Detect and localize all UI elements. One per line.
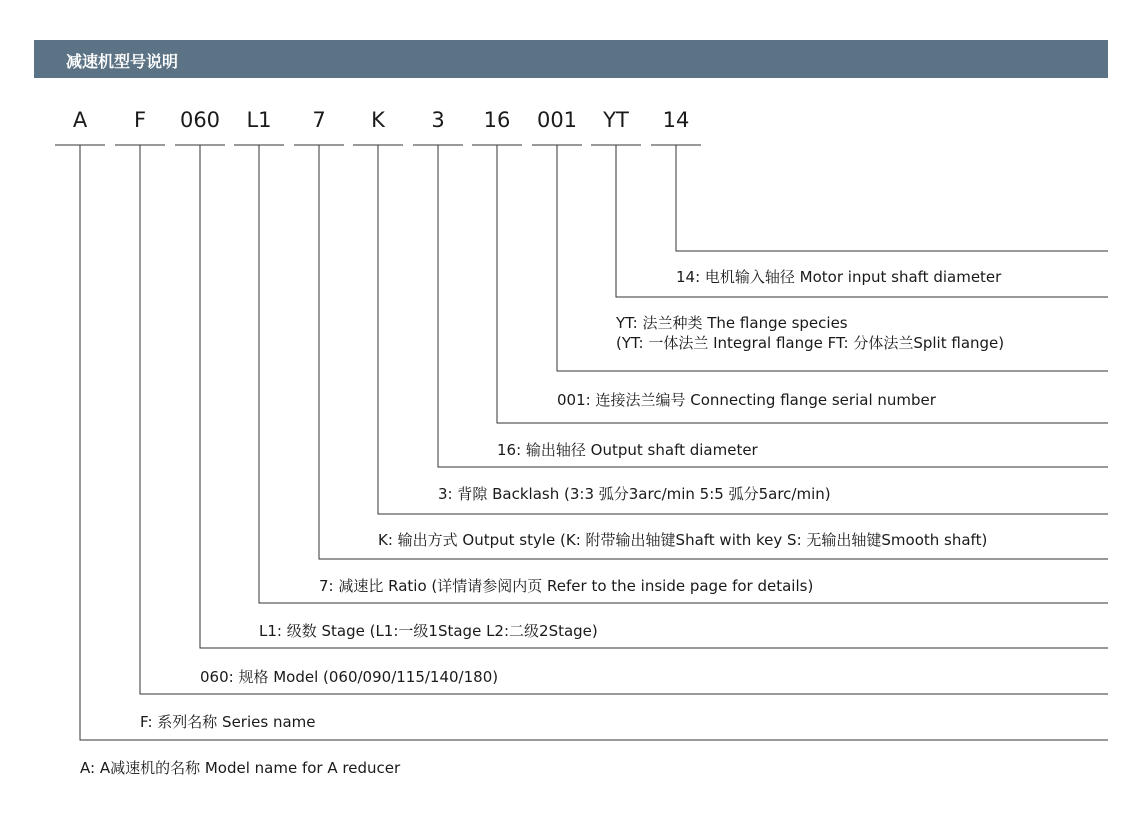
code-segment-model: 060 — [179, 108, 221, 132]
code-segment-stage: L1 — [246, 108, 272, 132]
description-model: 060: 规格 Model (060/090/115/140/180) — [200, 668, 499, 686]
description-name: A: A减速机的名称 Model name for A reducer — [80, 759, 401, 777]
code-segment-output-shaft: 16 — [483, 108, 511, 132]
description-stage: L1: 级数 Stage (L1:一级1Stage L2:二级2Stage) — [259, 622, 598, 640]
code-segment-ratio: 7 — [312, 108, 326, 132]
description-output-style: K: 输出方式 Output style (K: 附带输出轴键Shaft with key S: 无输出轴键Smooth shaft) — [378, 531, 988, 549]
code-segment-output-style: K — [371, 108, 385, 132]
page-title: 减速机型号说明 — [66, 52, 179, 71]
description-flange-species: YT: 法兰种类 The flange species — [616, 314, 848, 332]
description-flange-serial: 001: 连接法兰编号 Connecting flange serial number — [557, 391, 936, 409]
code-segment-backlash: 3 — [431, 108, 445, 132]
description-backlash: 3: 背隙 Backlash (3:3 弧分3arc/min 5:5 弧分5arc/min) — [438, 485, 831, 503]
code-segment-motor-shaft: 14 — [662, 108, 690, 132]
description-ratio: 7: 减速比 Ratio (详情请参阅内页 Refer to the inside page for details) — [319, 577, 814, 595]
code-segment-flange-serial: 001 — [536, 108, 578, 132]
description-flange-species-detail: (YT: 一体法兰 Integral flange FT: 分体法兰Split flange) — [616, 334, 1005, 352]
description-motor-shaft: 14: 电机输入轴径 Motor input shaft diameter — [676, 268, 1002, 286]
description-series: F: 系列名称 Series name — [140, 713, 316, 731]
code-segment-series: F — [133, 108, 147, 132]
code-segment-series-letter: A — [72, 108, 88, 132]
code-segment-flange-type: YT — [603, 108, 629, 132]
description-output-shaft: 16: 输出轴径 Output shaft diameter — [497, 441, 758, 459]
